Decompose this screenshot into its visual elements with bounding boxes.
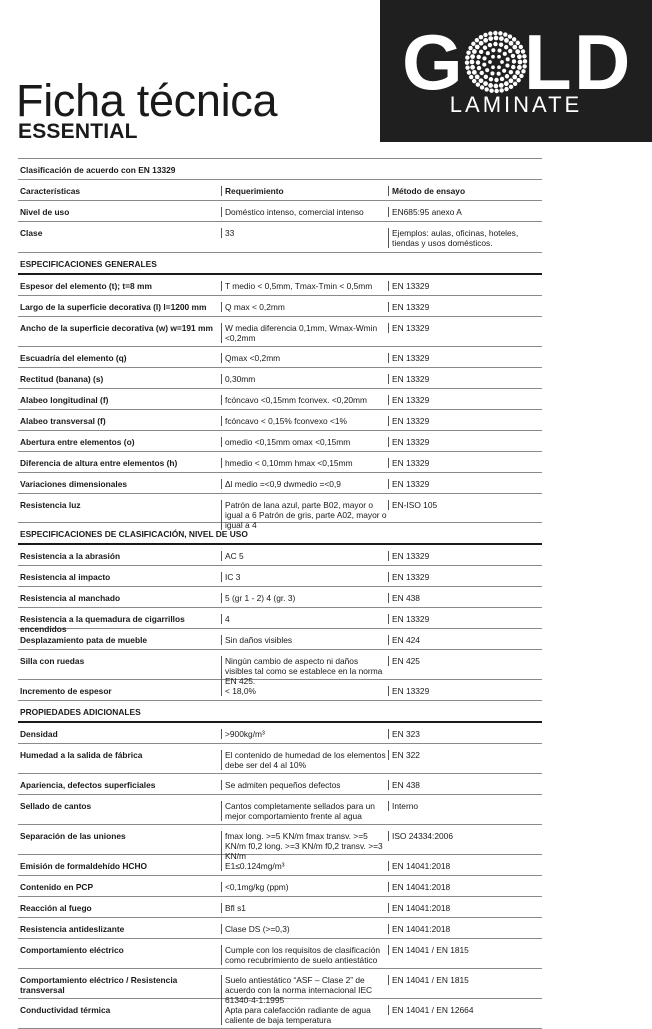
table-row <box>18 774 542 795</box>
characteristic-cell: Incremento de espesor <box>20 686 112 696</box>
test-method-cell: EN 13329 <box>388 479 544 489</box>
test-method-cell: EN 322 <box>388 750 544 760</box>
requirement-cell: hmedio < 0,10mm hmax <0,15mm <box>221 458 387 468</box>
characteristic-cell: Silla con ruedas <box>20 656 85 666</box>
test-method-cell: EN-ISO 105 <box>388 500 544 510</box>
requirement-cell: 33 <box>221 228 387 238</box>
characteristic-cell: Espesor del elemento (t); t=8 mm <box>20 281 152 291</box>
requirement-cell: IC 3 <box>221 572 387 582</box>
test-method-cell: EN 424 <box>388 635 544 645</box>
table-row <box>18 999 542 1029</box>
requirement-cell: Cumple con los requisitos de clasificación como recubrimiento de suelo antiestático <box>221 945 387 965</box>
requirement-cell: Requerimiento <box>221 186 387 196</box>
characteristic-cell: Clase <box>20 228 43 238</box>
requirement-cell: El contenido de humedad de los elementos debe ser del 4 al 10% <box>221 750 387 770</box>
table-header-row <box>18 180 542 201</box>
requirement-cell: 5 (gr 1 - 2) 4 (gr. 3) <box>221 593 387 603</box>
table-row <box>18 566 542 587</box>
requirement-cell: AC 5 <box>221 551 387 561</box>
requirement-cell: E1≤0.124mg/m³ <box>221 861 387 871</box>
requirement-cell: W media diferencia 0,1mm, Wmax-Wmin <0,2mm <box>221 323 387 343</box>
spec-table <box>18 158 542 1029</box>
characteristic-cell: Contenido en PCP <box>20 882 94 892</box>
characteristic-cell: Abertura entre elementos (o) <box>20 437 135 447</box>
characteristic-cell: Emisión de formaldehído HCHO <box>20 861 148 871</box>
test-method-cell: EN 13329 <box>388 614 544 624</box>
test-method-cell: EN 323 <box>388 729 544 739</box>
table-row <box>18 723 542 744</box>
characteristic-cell: Alabeo longitudinal (f) <box>20 395 109 405</box>
characteristic-cell: Densidad <box>20 729 58 739</box>
logo-letter-d: D <box>574 18 631 106</box>
section-header <box>18 523 542 545</box>
table-row <box>18 825 542 861</box>
brand-logo <box>380 0 652 142</box>
table-row <box>18 939 542 969</box>
requirement-cell: Q max < 0,2mm <box>221 302 387 312</box>
test-method-cell: EN 13329 <box>388 572 544 582</box>
table-row <box>18 296 542 317</box>
page-title: Ficha técnica <box>16 75 278 126</box>
test-method-cell: EN 13329 <box>388 302 544 312</box>
test-method-cell: EN 13329 <box>388 353 544 363</box>
requirement-cell: Ningún cambio de aspecto ni daños visibles tal como se establece en la norma EN 425. <box>221 656 387 686</box>
characteristic-cell: Conductividad térmica <box>20 1005 111 1015</box>
logo-letter-g: G <box>402 18 463 106</box>
requirement-cell: fcóncavo < 0,15% fconvexo <1% <box>221 416 387 426</box>
characteristic-cell: Reacción al fuego <box>20 903 92 913</box>
characteristic-cell: Resistencia a la abrasión <box>20 551 121 561</box>
requirement-cell: Se admiten pequeños defectos <box>221 780 387 790</box>
requirement-cell: Doméstico intenso, comercial intenso <box>221 207 387 217</box>
characteristic-cell: Desplazamiento pata de mueble <box>20 635 148 645</box>
characteristic-cell: Ancho de la superficie decorativa (w) w=191 mm <box>20 323 213 333</box>
characteristic-cell: Resistencia luz <box>20 500 81 510</box>
test-method-cell: EN685:95 anexo A <box>388 207 544 217</box>
requirement-cell: omedio <0,15mm omax <0,15mm <box>221 437 387 447</box>
test-method-cell: EN 14041 / EN 12664 <box>388 1005 544 1015</box>
test-method-cell: EN 438 <box>388 780 544 790</box>
characteristic-cell: Resistencia al impacto <box>20 572 111 582</box>
test-method-cell: EN 13329 <box>388 437 544 447</box>
table-row <box>18 368 542 389</box>
section-label: PROPIEDADES ADICIONALES <box>20 707 141 717</box>
test-method-cell: EN 13329 <box>388 458 544 468</box>
test-method-cell: EN 13329 <box>388 323 544 333</box>
requirement-cell: Qmax <0,2mm <box>221 353 387 363</box>
characteristic-cell: Humedad a la salida de fábrica <box>20 750 143 760</box>
requirement-cell: Apta para calefacción radiante de agua caliente de baja temperatura <box>221 1005 387 1025</box>
test-method-cell: Ejemplos: aulas, oficinas, hoteles, tiendas y usos domésticos. <box>388 228 544 248</box>
table-row <box>18 452 542 473</box>
test-method-cell: EN 14041:2018 <box>388 882 544 892</box>
table-row <box>18 222 542 253</box>
characteristic-cell: Resistencia a la quemadura de cigarrillos encendidos <box>20 614 185 634</box>
table-row <box>18 410 542 431</box>
characteristic-cell: Comportamiento eléctrico <box>20 945 124 955</box>
characteristic-cell: Rectitud (banana) (s) <box>20 374 104 384</box>
table-row <box>18 545 542 566</box>
characteristic-cell: Sellado de cantos <box>20 801 92 811</box>
characteristic-cell: Escuadría del elemento (q) <box>20 353 127 363</box>
table-row <box>18 650 542 686</box>
section-label: ESPECIFICACIONES DE CLASIFICACIÓN, NIVEL DE USO <box>20 529 248 539</box>
table-row <box>18 494 542 530</box>
requirement-cell: < 18,0% <box>221 686 387 696</box>
test-method-cell: ISO 24334:2006 <box>388 831 544 841</box>
requirement-cell: Cantos completamente sellados para un mejor comportamiento frente al agua <box>221 801 387 821</box>
table-row <box>18 608 542 634</box>
characteristic-cell: Resistencia al manchado <box>20 593 121 603</box>
table-row <box>18 795 542 825</box>
table-row <box>18 744 542 774</box>
table-row <box>18 629 542 650</box>
characteristic-cell: Diferencia de altura entre elementos (h) <box>20 458 178 468</box>
table-row <box>18 680 542 701</box>
logo-letter-l: L <box>524 18 572 106</box>
requirement-cell: Clase DS (>=0,3) <box>221 924 387 934</box>
requirement-cell: fmax long. >=5 KN/m fmax transv. >=5 KN/m f0,2 long. >=3 KN/m f0,2 transv. >=3 KN/m <box>221 831 387 861</box>
table-row <box>18 969 542 1005</box>
test-method-cell: Método de ensayo <box>388 186 544 196</box>
characteristic-cell: Características <box>20 186 81 196</box>
characteristic-cell: Variaciones dimensionales <box>20 479 128 489</box>
table-row <box>18 389 542 410</box>
test-method-cell: EN 438 <box>388 593 544 603</box>
test-method-cell: EN 13329 <box>388 551 544 561</box>
section-header <box>18 701 542 723</box>
table-row <box>18 918 542 939</box>
requirement-cell: >900kg/m³ <box>221 729 387 739</box>
test-method-cell: EN 13329 <box>388 395 544 405</box>
characteristic-cell: Separación de las uniones <box>20 831 126 841</box>
requirement-cell: 4 <box>221 614 387 624</box>
characteristic-cell: Nivel de uso <box>20 207 70 217</box>
test-method-cell: EN 14041 / EN 1815 <box>388 975 544 985</box>
section-label: ESPECIFICACIONES GENERALES <box>20 259 157 269</box>
requirement-cell: T medio < 0,5mm, Tmax-Tmin < 0,5mm <box>221 281 387 291</box>
requirement-cell: Bfl s1 <box>221 903 387 913</box>
test-method-cell: EN 14041:2018 <box>388 861 544 871</box>
table-row <box>18 317 542 347</box>
logo-subname: LAMINATE <box>449 92 583 117</box>
table-row <box>18 855 542 876</box>
requirement-cell: <0,1mg/kg (ppm) <box>221 882 387 892</box>
test-method-cell: EN 14041 / EN 1815 <box>388 945 544 955</box>
characteristic-cell: Largo de la superficie decorativa (l) l=1200 mm <box>20 302 207 312</box>
section-label: Clasificación de acuerdo con EN 13329 <box>20 165 176 175</box>
table-row <box>18 201 542 222</box>
radial-dots-icon <box>464 30 528 94</box>
requirement-cell: Δl medio =<0,9 dwmedio =<0,9 <box>221 479 387 489</box>
page-subtitle: ESSENTIAL <box>18 120 138 143</box>
test-method-cell: Interno <box>388 801 544 811</box>
characteristic-cell: Apariencia, defectos superficiales <box>20 780 156 790</box>
table-row <box>18 473 542 494</box>
test-method-cell: EN 14041:2018 <box>388 903 544 913</box>
table-row <box>18 876 542 897</box>
requirement-cell: Suelo antiestático “ASF – Clase 2” de acuerdo con la norma internacional IEC 61340-4-1:1995 <box>221 975 387 1005</box>
table-row <box>18 347 542 368</box>
requirement-cell: Sin daños visibles <box>221 635 387 645</box>
section-header <box>18 158 542 180</box>
section-header <box>18 253 542 275</box>
table-row <box>18 897 542 918</box>
test-method-cell: EN 425 <box>388 656 544 666</box>
test-method-cell: EN 13329 <box>388 686 544 696</box>
test-method-cell: EN 14041:2018 <box>388 924 544 934</box>
table-row <box>18 587 542 608</box>
test-method-cell: EN 13329 <box>388 374 544 384</box>
characteristic-cell: Alabeo transversal (f) <box>20 416 106 426</box>
requirement-cell: fcóncavo <0,15mm fconvex. <0,20mm <box>221 395 387 405</box>
test-method-cell: EN 13329 <box>388 281 544 291</box>
table-row <box>18 431 542 452</box>
characteristic-cell: Comportamiento eléctrico / Resistencia transversal <box>20 975 178 995</box>
requirement-cell: 0,30mm <box>221 374 387 384</box>
characteristic-cell: Resistencia antideslizante <box>20 924 125 934</box>
table-row <box>18 275 542 296</box>
requirement-cell: Patrón de lana azul, parte B02, mayor o igual a 6 Patrón de gris, parte A02, mayor o igual a 4 <box>221 500 387 530</box>
test-method-cell: EN 13329 <box>388 416 544 426</box>
